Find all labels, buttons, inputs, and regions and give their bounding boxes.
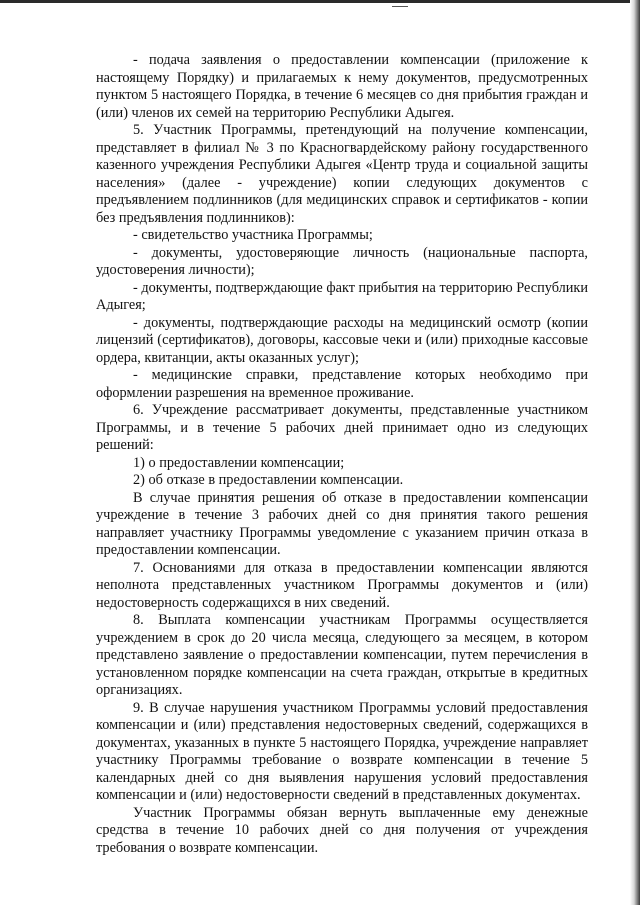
paragraph-clause-8: 8. Выплата компенсации участникам Программы осуществляется учреждением в срок до 20 числа месяца, следующего за месяцем, в котором представлено заявление о предоставлении компенсации, путем перечисления в установленном порядке компенсации на счета граждан, открытые в кредитных организациях. (96, 612, 588, 698)
decision-option-refuse: 2) об отказе в предоставлении компенсации. (133, 472, 404, 488)
paragraph-refusal-notice: В случае принятия решения об отказе в предоставлении компенсации учреждение в течение 3 рабочих дней со дня принятия такого решения направляет участнику Программы уведомление с указанием причин отказа в предоставлении компенсации. (96, 489, 588, 558)
paragraph-clause-6: 6. Учреждение рассматривает документы, представленные участником Программы, и в течение 5 рабочих дней принимает одно из следующих решений: (96, 402, 588, 453)
scan-border-top (0, 0, 640, 3)
paragraph-application-deadline: - подача заявления о предоставлении компенсации (приложение к настоящему Порядку) и прилагаемых к нему документов, предусмотренных пунктом 5 настоящего Порядка, в течение 6 месяцев со дня прибытия граждан и (или) членов их семей на территорию Республики Адыгея. (96, 52, 588, 121)
paragraph-clause-9: 9. В случае нарушения участником Программы условий предоставления компенсации и (или) представления недостоверных сведений, содержащихся в документах, указанных в пункте 5 настоящего Порядка, учреждение направляет участнику Программы требование о возврате компенсации в течение 5 календарных дней со дня выявления нарушения условий предоставления компенсации и (или) недостоверности сведений в представленных документах. (96, 699, 588, 803)
list-item-identity-documents: - документы, удостоверяющие личность (национальные паспорта, удостоверения личности); (96, 244, 588, 278)
list-item-medical-certificates: - медицинские справки, представление которых необходимо при оформлении разрешения на временное проживание. (96, 367, 588, 401)
paragraph-clause-7: 7. Основаниями для отказа в предоставлении компенсации являются неполнота представленных участником Программы документов и (или) недостоверность содержащихся в них сведений. (96, 559, 588, 611)
document-body (96, 52, 588, 857)
paragraph-clause-5: 5. Участник Программы, претендующий на получение компенсации, представляет в филиал № 3 по Красногвардейскому району государственного казенного учреждения Республики Адыгея «Центр труда и социальной защиты населения» (далее - учреждение) копии следующих документов с предъявлением подлинников (для медицинских справок и сертификатов - копии без предъявления подлинников): (96, 122, 588, 226)
list-item-expense-documents: - документы, подтверждающие расходы на медицинский осмотр (копии лицензий (сертификатов), договоры, кассовые чеки и (или) приходные кассовые ордера, квитанции, акты оказанных услуг); (96, 314, 588, 366)
scan-mark (392, 6, 408, 7)
list-item-arrival-proof: - документы, подтверждающие факт прибытия на территорию Республики Адыгея; (96, 279, 589, 313)
scan-border-right (630, 0, 640, 905)
paragraph-refund-obligation: Участник Программы обязан вернуть выплаченные ему денежные средства в течение 10 рабочих дней со дня получения от учреждения требования о возврате компенсации. (96, 804, 588, 856)
list-item-certificate: - свидетельство участника Программы; (133, 227, 373, 243)
decision-option-grant: 1) о предоставлении компенсации; (133, 454, 345, 471)
